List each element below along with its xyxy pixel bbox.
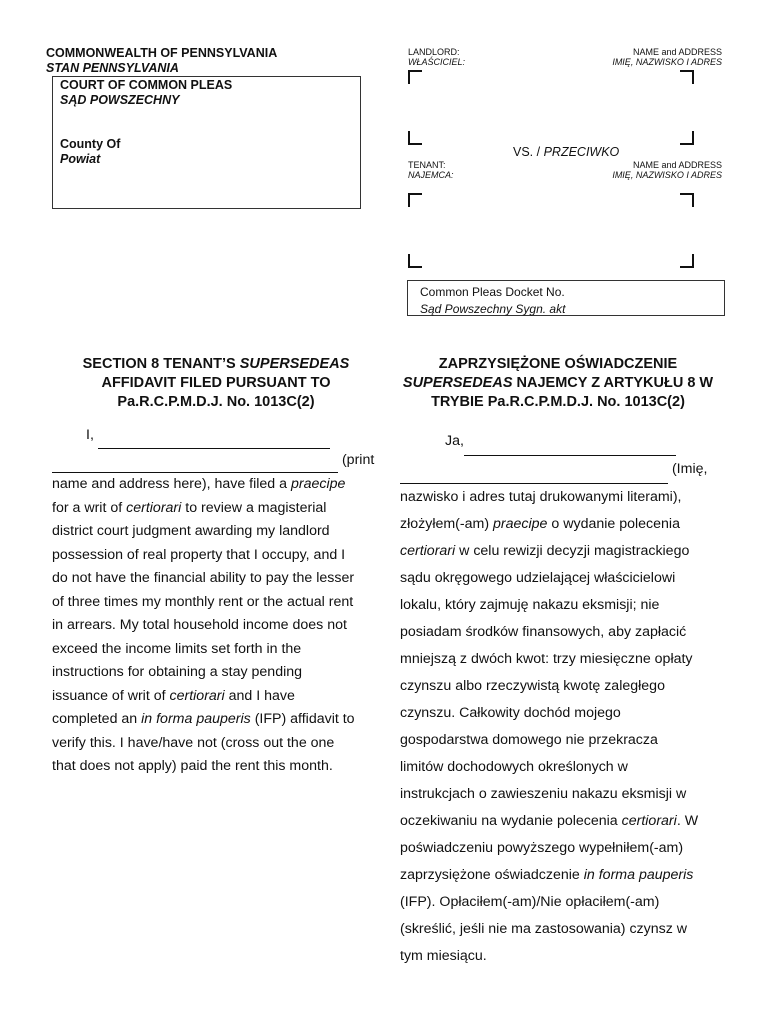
docket-label-pl: Sąd Powszechny Sygn. akt xyxy=(420,302,566,316)
landlord-name-address-pl: IMIĘ, NAZWISKO I ADRES xyxy=(612,57,722,67)
tenant-label-pl: NAJEMCA: xyxy=(408,170,454,180)
court-name-en: COURT OF COMMON PLEAS xyxy=(60,78,233,92)
tenant-label-en: TENANT: xyxy=(408,160,446,170)
landlord-corner-bl xyxy=(408,131,422,145)
affidavit-body-pl: Ja, (Imię, nazwisko i adres tutaj drukowanymi literami), złożyłem(-am) praecipe o wydanie polecenia certiorari w celu rewizji decyzji magistrackiego sądu okręgowego udzielającej właścicielowi lokalu, który zajmuję nakazu eksmisji; nie posiadam środków finansowych, aby zapłacić mniejszą z dwóch kwot: trzy miesięczne opłaty czynszu albo rzeczywistą kwotę zaległego czynszu. Całkowity dochód mojego gospodarstwa domowego nie przekracza limitów dochodowych określonych w instrukcjach o zawieszeniu nakazu eksmisji w oczekiwaniu na wydanie polecenia certiorari. W poświadczeniu powyższego wypełniłem(-am) zaprzysiężone oświadczenie in forma pauperis (IFP). Opłaciłem(-am)/Nie opłaciłem(-am) (skreślić, jeśli nie ma zastosowania) czynsz w tym miesiącu. xyxy=(400,428,740,970)
state-name-en: COMMONWEALTH OF PENNSYLVANIA xyxy=(46,46,278,60)
court-name-pl: SĄD POWSZECHNY xyxy=(60,93,180,107)
affidavit-title-en: SECTION 8 TENANT’S SUPERSEDEAS AFFIDAVIT FILED PURSUANT TO Pa.R.C.P.M.D.J. No. 1013C(2) xyxy=(82,356,350,410)
name-blank-en-2[interactable] xyxy=(52,449,338,474)
docket-label-en: Common Pleas Docket No. xyxy=(420,285,565,299)
docket-number-box[interactable] xyxy=(407,280,725,316)
court-info-box xyxy=(52,76,361,209)
tenant-corner-br xyxy=(680,254,694,268)
tenant-corner-tl xyxy=(408,193,422,207)
versus-label: VS. / PRZECIWKO xyxy=(513,145,620,159)
landlord-corner-br xyxy=(680,131,694,145)
landlord-label-en: LANDLORD: xyxy=(408,47,460,57)
landlord-name-address-en: NAME and ADDRESS xyxy=(632,47,722,57)
landlord-corner-tl xyxy=(408,70,422,84)
tenant-corner-tr xyxy=(680,193,694,207)
state-name-pl: STAN PENNSYLVANIA xyxy=(46,61,179,75)
affidavit-title-pl: ZAPRZYSIĘŻONE OŚWIADCZENIE SUPERSEDEAS NAJEMCY Z ARTYKUŁU 8 W TRYBIE Pa.R.C.P.M.D.J. No. 1013C(2) xyxy=(402,356,714,410)
landlord-corner-tr xyxy=(680,70,694,84)
county-label-pl: Powiat xyxy=(60,152,101,166)
name-blank-pl-2[interactable] xyxy=(400,456,668,484)
affidavit-body-en: I, (print name and address here), have filed a praecipe for a writ of certiorari to review a magisterial district court judgment awarding my landlord possession of real property that I occupy, and I do not have the financial ability to pay the lesser of three times my monthly rent or the actual rent in arrears. My total household income does not exceed the income limits set forth in the instructions for obtaining a stay pending issuance of writ of certiorari and I have completed an in forma pauperis (IFP) affidavit to verify this. I have/have not (cross out the one that does not apply) paid the rent this month. xyxy=(52,424,382,779)
name-blank-en-1[interactable] xyxy=(98,424,330,449)
tenant-name-address-en: NAME and ADDRESS xyxy=(632,160,722,170)
landlord-label-pl: WŁAŚCICIEL: xyxy=(408,57,466,67)
tenant-corner-bl xyxy=(408,254,422,268)
name-blank-pl-1[interactable] xyxy=(464,428,676,456)
tenant-name-address-pl: IMIĘ, NAZWISKO I ADRES xyxy=(612,170,722,180)
county-label-en: County Of xyxy=(60,137,121,151)
